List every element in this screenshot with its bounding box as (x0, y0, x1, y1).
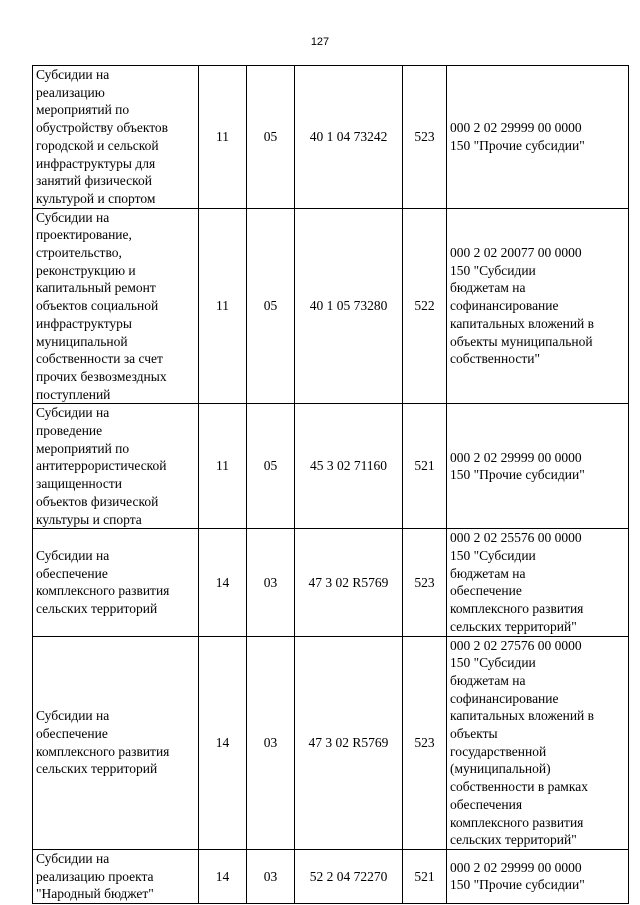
cell-section (199, 636, 247, 849)
cell-target-article (295, 404, 403, 529)
table-row (33, 208, 629, 404)
cell-revenue-code-text: 000 2 02 25576 00 0000 150 "Субсидии бюджетам на обеспечение комплексного развития сельских территорий" (450, 530, 584, 634)
cell-revenue-code (447, 404, 629, 529)
page-number: 127 (310, 36, 330, 48)
cell-expense-type-text: 521 (414, 458, 435, 474)
cell-section-text: 14 (215, 574, 230, 590)
cell-revenue-code-text: 000 2 02 29999 00 0000 150 "Прочие субсидии" (450, 859, 585, 893)
table-row (33, 404, 629, 529)
cell-revenue-code-text: 000 2 02 29999 00 0000 150 "Прочие субсидии" (450, 120, 585, 153)
cell-revenue-code (447, 208, 629, 404)
cell-expense-type (403, 404, 447, 529)
cell-subsidy-name (33, 529, 199, 636)
cell-target-article (295, 849, 403, 903)
cell-revenue-code (447, 849, 629, 903)
cell-revenue-code (447, 66, 629, 209)
cell-expense-type-text: 523 (414, 128, 435, 144)
cell-subsection-text: 05 (263, 298, 278, 314)
cell-revenue-code (447, 529, 629, 636)
cell-section-text: 11 (216, 458, 229, 474)
cell-subsection-text: 03 (263, 868, 278, 884)
cell-section (199, 404, 247, 529)
table-row (33, 849, 629, 903)
cell-target-article (295, 208, 403, 404)
cell-subsection (247, 404, 295, 529)
cell-revenue-code (447, 636, 629, 849)
cell-subsidy-name (33, 208, 199, 404)
cell-subsidy-name-text: Субсидии на реализацию мероприятий по обустройству объектов городской и сельской инфраструктуры для занятий физической культурой и спортом (36, 67, 169, 206)
cell-subsection (247, 529, 295, 636)
subsidies-table (32, 65, 629, 904)
cell-expense-type-text: 521 (414, 868, 435, 884)
cell-section (199, 208, 247, 404)
cell-section (199, 66, 247, 209)
cell-expense-type-text: 523 (414, 574, 435, 590)
cell-section-text: 14 (215, 868, 230, 884)
cell-section-text: 14 (215, 734, 230, 750)
cell-subsection-text: 05 (263, 458, 278, 474)
cell-subsidy-name-text: Субсидии на проектирование, строительство, реконструкцию и капитальный ремонт объектов социальной инфраструктуры муниципальной собственности за счет прочих безвозмездных поступлений (36, 209, 167, 402)
cell-target-article (295, 636, 403, 849)
cell-expense-type (403, 529, 447, 636)
cell-subsidy-name (33, 849, 199, 903)
cell-subsidy-name (33, 636, 199, 849)
cell-revenue-code-text: 000 2 02 20077 00 0000 150 "Субсидии бюджетам на софинансирование капитальных вложений в объекты муниципальной собственности" (450, 245, 595, 367)
table-row (33, 529, 629, 636)
cell-expense-type (403, 208, 447, 404)
cell-subsidy-name-text: Субсидии на реализацию проекта "Народный бюджет" (36, 850, 154, 902)
cell-section-text: 11 (216, 298, 229, 314)
cell-subsection-text: 03 (263, 734, 278, 750)
table-row (33, 66, 629, 209)
cell-target-article (295, 66, 403, 209)
cell-subsidy-name (33, 66, 199, 209)
cell-subsection (247, 636, 295, 849)
cell-subsection-text: 05 (263, 128, 278, 144)
cell-target-article-text: 45 3 02 71160 (309, 458, 388, 474)
cell-expense-type-text: 522 (414, 298, 435, 314)
cell-subsidy-name-text: Субсидии на обеспечение комплексного развития сельских территорий (36, 547, 170, 617)
cell-revenue-code-text: 000 2 02 27576 00 0000 150 "Субсидии бюджетам на софинансирование капитальных вложений в объекты государственной (муниципальной) собственности в рамках обеспечения комплексного развития сельских территорий" (450, 637, 595, 848)
cell-target-article (295, 529, 403, 636)
cell-subsidy-name (33, 404, 199, 529)
cell-target-article-text: 40 1 05 73280 (309, 298, 388, 314)
cell-expense-type (403, 66, 447, 209)
cell-target-article-text: 40 1 04 73242 (309, 128, 388, 144)
cell-expense-type (403, 636, 447, 849)
cell-subsection (247, 66, 295, 209)
cell-expense-type (403, 849, 447, 903)
cell-subsection-text: 03 (263, 574, 278, 590)
cell-revenue-code-text: 000 2 02 29999 00 0000 150 "Прочие субсидии" (450, 449, 585, 483)
cell-subsidy-name-text: Субсидии на обеспечение комплексного развития сельских территорий (36, 708, 170, 777)
table-row (33, 636, 629, 849)
cell-target-article-text: 52 2 04 72270 (309, 868, 388, 884)
cell-section (199, 849, 247, 903)
cell-subsidy-name-text: Субсидии на проведение мероприятий по антитеррористической защищенности объектов физической культуры и спорта (36, 405, 167, 527)
cell-subsection (247, 849, 295, 903)
cell-section-text: 11 (216, 128, 229, 144)
cell-target-article-text: 47 3 02 R5769 (308, 574, 389, 590)
cell-target-article-text: 47 3 02 R5769 (308, 734, 389, 750)
cell-section (199, 529, 247, 636)
cell-subsection (247, 208, 295, 404)
cell-expense-type-text: 523 (414, 734, 435, 750)
